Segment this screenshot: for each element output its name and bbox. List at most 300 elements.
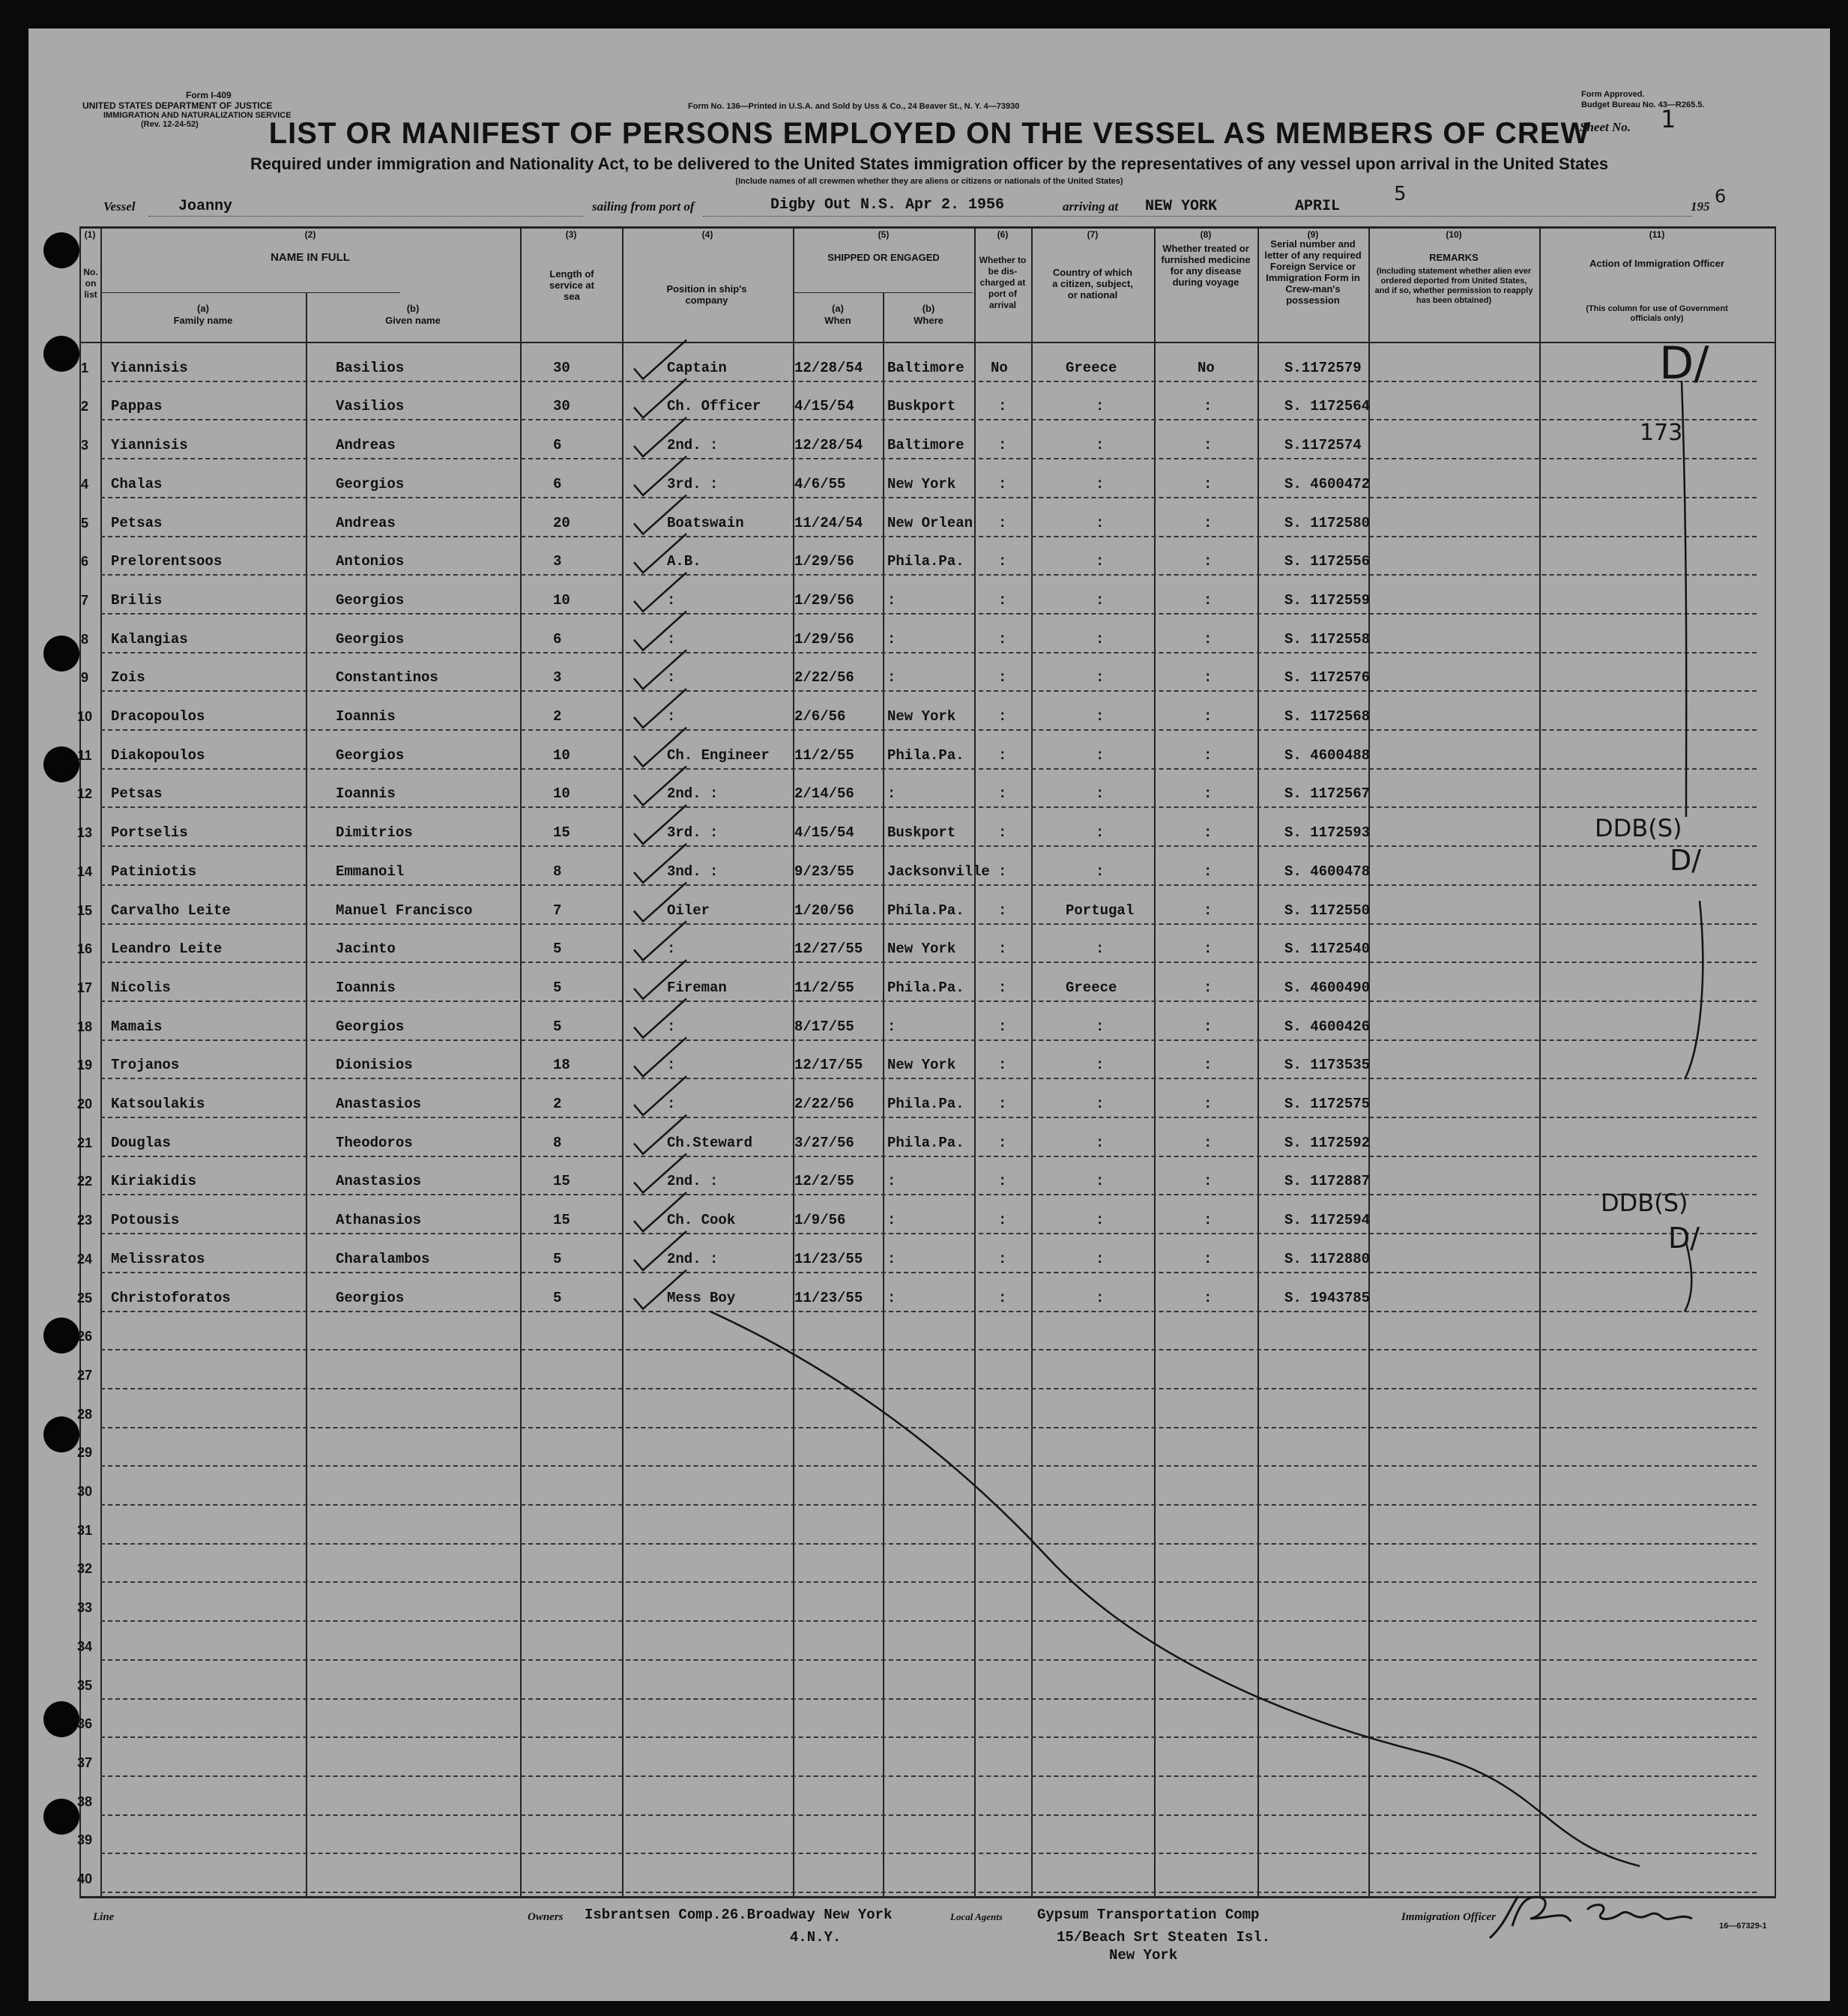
cell-serial: S. 1172592 bbox=[1284, 1135, 1371, 1151]
cell-when: 9/23/55 bbox=[794, 863, 854, 880]
cell-service: 2 bbox=[553, 708, 562, 725]
col-divider bbox=[1031, 226, 1033, 1898]
col-num-1: (1) bbox=[84, 229, 96, 240]
cell-service: 15 bbox=[553, 824, 570, 841]
cell-serial: S. 4600488 bbox=[1284, 747, 1371, 764]
cell-serial: S. 1172559 bbox=[1284, 592, 1371, 609]
col-num-6: (6) bbox=[997, 229, 1009, 240]
row-number: 12 bbox=[76, 786, 93, 801]
row-number: 16 bbox=[76, 941, 93, 956]
cell-country: : bbox=[1096, 1212, 1105, 1228]
col-header-remarks-note: (Including statement whether alien ever ordered deported from United States, and if so, whether permission to reapply has been obtained) bbox=[1374, 267, 1533, 305]
cell-given: Constantinos bbox=[336, 669, 438, 686]
port-value: Digby Out N.S. Apr 2. 1956 bbox=[770, 196, 1005, 214]
cell-discharged: No bbox=[991, 360, 1008, 376]
cell-family: Katsoulakis bbox=[111, 1096, 205, 1112]
cell-where: Phila.Pa. bbox=[887, 980, 964, 996]
cell-country: : bbox=[1096, 1018, 1105, 1035]
cell-country: : bbox=[1096, 941, 1105, 957]
cell-where: Baltimore bbox=[887, 360, 964, 376]
cell-family: Nicolis bbox=[111, 980, 171, 996]
row-number: 1 bbox=[80, 360, 88, 375]
cell-given: Georgios bbox=[336, 631, 405, 648]
row-number: 20 bbox=[76, 1096, 93, 1111]
cell-where: Phila.Pa. bbox=[887, 902, 964, 919]
sheet-value: 1 bbox=[1661, 105, 1676, 133]
action-d2: D/ bbox=[1670, 844, 1702, 877]
cell-treated: : bbox=[1204, 785, 1213, 802]
cell-given: Anastasios bbox=[336, 1096, 422, 1112]
cell-given: Antonios bbox=[336, 553, 405, 570]
cell-discharged: : bbox=[998, 1018, 1007, 1035]
cell-where: Phila.Pa. bbox=[887, 1096, 964, 1112]
arriving-day: 5 bbox=[1394, 183, 1407, 205]
cell-treated: : bbox=[1204, 1212, 1213, 1228]
cell-treated: : bbox=[1204, 902, 1213, 919]
cell-service: 2 bbox=[553, 1096, 562, 1112]
arriving-label: arriving at bbox=[1063, 199, 1119, 214]
action-d3: D/ bbox=[1668, 1222, 1700, 1255]
table-right-border bbox=[1775, 226, 1776, 1898]
cell-family: Mamais bbox=[111, 1018, 163, 1035]
row-dashed-line bbox=[100, 1388, 1757, 1389]
cell-service: 10 bbox=[553, 747, 570, 764]
cell-position: Ch. Officer bbox=[667, 398, 761, 414]
subtitle: Required under immigration and Nationality Act, to be delivered to the United States immigration officer by the representatives of any vessel upon arrival in the United States bbox=[250, 154, 1609, 173]
cell-service: 15 bbox=[553, 1212, 570, 1228]
bracket-line bbox=[1685, 901, 1703, 1079]
voyage-underline bbox=[703, 216, 1692, 217]
row-dashed-line bbox=[100, 1001, 1757, 1002]
cell-service: 10 bbox=[553, 785, 570, 802]
row-dashed-line bbox=[100, 574, 1757, 576]
cell-service: 5 bbox=[553, 941, 562, 957]
cell-treated: : bbox=[1204, 1057, 1213, 1073]
cell-given: Dionisios bbox=[336, 1057, 413, 1073]
cell-service: 5 bbox=[553, 1290, 562, 1306]
cell-position: : bbox=[667, 631, 676, 648]
cell-country: : bbox=[1096, 708, 1105, 725]
cell-when: 11/2/55 bbox=[794, 980, 854, 996]
row-number: 39 bbox=[76, 1832, 93, 1847]
col-num-5: (5) bbox=[878, 229, 890, 240]
check-mark bbox=[634, 689, 686, 728]
row-dashed-line bbox=[100, 652, 1757, 654]
cell-when: 12/17/55 bbox=[794, 1057, 863, 1073]
row-number: 14 bbox=[76, 864, 93, 879]
cell-family: Prelorentsoos bbox=[111, 553, 223, 570]
cell-discharged: : bbox=[998, 1290, 1007, 1306]
cell-service: 6 bbox=[553, 437, 562, 453]
cell-serial: S. 1172564 bbox=[1284, 398, 1371, 414]
cell-serial: S. 1172887 bbox=[1284, 1173, 1371, 1189]
cell-where: Buskport bbox=[887, 824, 956, 841]
cell-family: Patiniotis bbox=[111, 863, 197, 880]
cell-position: Ch. Engineer bbox=[667, 747, 770, 764]
cell-given: Manuel Francisco bbox=[336, 902, 473, 919]
cell-discharged: : bbox=[998, 902, 1007, 919]
cell-country: : bbox=[1096, 1135, 1105, 1151]
cell-treated: : bbox=[1204, 631, 1213, 648]
vessel-underline bbox=[148, 216, 583, 217]
row-dashed-line bbox=[100, 690, 1757, 692]
row-dashed-line bbox=[100, 497, 1757, 498]
row-dashed-line bbox=[100, 1272, 1757, 1273]
cell-serial: S. 1172550 bbox=[1284, 902, 1371, 919]
row-dashed-line bbox=[100, 729, 1757, 731]
action-d1: D/ bbox=[1659, 337, 1709, 390]
cell-serial: S. 1172576 bbox=[1284, 669, 1371, 686]
cell-family: Douglas bbox=[111, 1135, 171, 1151]
cell-when: 2/22/56 bbox=[794, 1096, 854, 1112]
cell-discharged: : bbox=[998, 553, 1007, 570]
cell-serial: S. 1943785 bbox=[1284, 1290, 1371, 1306]
cell-discharged: : bbox=[998, 1135, 1007, 1151]
cell-serial: S. 1172594 bbox=[1284, 1212, 1371, 1228]
cell-country: : bbox=[1096, 631, 1105, 648]
row-number: 38 bbox=[76, 1794, 93, 1809]
cell-discharged: : bbox=[998, 785, 1007, 802]
row-number: 18 bbox=[76, 1019, 93, 1034]
row-number: 25 bbox=[76, 1291, 93, 1306]
cell-where: Buskport bbox=[887, 398, 956, 414]
cell-serial: S. 1172880 bbox=[1284, 1251, 1371, 1267]
row-number: 34 bbox=[76, 1639, 93, 1654]
cell-serial: S. 4600490 bbox=[1284, 980, 1371, 996]
cell-given: Theodoros bbox=[336, 1135, 413, 1151]
cell-where: Baltimore bbox=[887, 437, 964, 453]
check-mark bbox=[634, 1076, 686, 1115]
cell-family: Portselis bbox=[111, 824, 188, 841]
officer-label: Immigration Officer bbox=[1401, 1911, 1496, 1923]
cell-serial: S.1172579 bbox=[1284, 360, 1362, 376]
row-number: 17 bbox=[76, 980, 93, 995]
col-divider bbox=[520, 226, 522, 1898]
page-title: LIST OR MANIFEST OF PERSONS EMPLOYED ON THE VESSEL AS MEMBERS OF CREW bbox=[268, 117, 1590, 150]
cell-where: Phila.Pa. bbox=[887, 553, 964, 570]
col-num-4: (4) bbox=[701, 229, 713, 240]
col-divider bbox=[1539, 226, 1541, 1898]
row-dashed-line bbox=[100, 845, 1757, 847]
row-dashed-line bbox=[100, 1039, 1757, 1041]
col-header-no: No. on list bbox=[83, 267, 98, 300]
cell-given: Ioannis bbox=[336, 980, 396, 996]
col-header-position: Position in ship's company bbox=[666, 283, 747, 306]
cell-where: : bbox=[887, 1251, 896, 1267]
cell-given: Andreas bbox=[336, 515, 396, 531]
cell-position: Ch.Steward bbox=[667, 1135, 753, 1151]
cell-given: Anastasios bbox=[336, 1173, 422, 1189]
cell-position: : bbox=[667, 592, 676, 609]
row-dashed-line bbox=[100, 1465, 1757, 1467]
row-number: 13 bbox=[76, 825, 93, 840]
row-dashed-line bbox=[100, 1156, 1757, 1157]
department: UNITED STATES DEPARTMENT OF JUSTICE bbox=[82, 100, 273, 111]
cell-where: Phila.Pa. bbox=[887, 747, 964, 764]
cell-service: 3 bbox=[553, 553, 562, 570]
col-divider bbox=[622, 226, 623, 1898]
cell-given: Andreas bbox=[336, 437, 396, 453]
include-note: (Include names of all crewmen whether they are aliens or citizens or nationals of the United States) bbox=[735, 177, 1123, 186]
cell-given: Jacinto bbox=[336, 941, 396, 957]
cell-discharged: : bbox=[998, 747, 1007, 764]
row-number: 28 bbox=[76, 1407, 93, 1422]
cell-serial: S. 4600472 bbox=[1284, 476, 1371, 492]
cell-position: 2nd. : bbox=[667, 437, 719, 453]
cell-treated: : bbox=[1204, 669, 1213, 686]
cell-serial: S. 1172556 bbox=[1284, 553, 1371, 570]
cell-serial: S. 1172580 bbox=[1284, 515, 1371, 531]
agents-label: Local Agents bbox=[950, 1911, 1003, 1922]
cell-country: Greece bbox=[1066, 980, 1117, 996]
cell-family: Trojanos bbox=[111, 1057, 180, 1073]
cell-family: Leandro Leite bbox=[111, 941, 223, 957]
cell-country: : bbox=[1096, 437, 1105, 453]
cell-discharged: : bbox=[998, 437, 1007, 453]
row-dashed-line bbox=[100, 1853, 1757, 1854]
cell-position: : bbox=[667, 1018, 676, 1035]
cell-country: : bbox=[1096, 669, 1105, 686]
cell-treated: : bbox=[1204, 476, 1213, 492]
cell-discharged: : bbox=[998, 863, 1007, 880]
col-num-10: (10) bbox=[1446, 229, 1462, 240]
cell-family: Yiannisis bbox=[111, 360, 188, 376]
cell-position: 2nd. : bbox=[667, 785, 719, 802]
cell-where: New York bbox=[887, 476, 956, 492]
row-dashed-line bbox=[100, 884, 1757, 886]
row-dashed-line bbox=[100, 458, 1757, 459]
check-mark bbox=[634, 573, 686, 612]
cell-when: 4/15/54 bbox=[794, 824, 854, 841]
col-header-where-letter: (b) bbox=[922, 303, 935, 314]
row-number: 23 bbox=[76, 1213, 93, 1228]
arriving-month: APRIL bbox=[1295, 198, 1341, 215]
col-header-treated: Whether treated or furnished medicine for any disease during voyage bbox=[1161, 243, 1251, 288]
col-num-9: (9) bbox=[1307, 229, 1319, 240]
cell-service: 15 bbox=[553, 1173, 570, 1189]
cell-given: Georgios bbox=[336, 592, 405, 609]
cell-family: Christoforatos bbox=[111, 1290, 231, 1306]
cell-given: Emmanoil bbox=[336, 863, 405, 880]
revision: (Rev. 12-24-52) bbox=[141, 120, 199, 129]
col-header-when-letter: (a) bbox=[832, 303, 844, 314]
row-number: 6 bbox=[80, 554, 88, 569]
row-dashed-line bbox=[100, 962, 1757, 963]
row-number: 29 bbox=[76, 1445, 93, 1460]
cell-serial: S. 1172568 bbox=[1284, 708, 1371, 725]
cell-given: Dimitrios bbox=[336, 824, 413, 841]
row-number: 19 bbox=[76, 1057, 93, 1072]
vessel-value: Joanny bbox=[178, 198, 233, 215]
cell-when: 4/15/54 bbox=[794, 398, 854, 414]
cell-discharged: : bbox=[998, 669, 1007, 686]
cell-country: : bbox=[1096, 1251, 1105, 1267]
cell-serial: S. 1172575 bbox=[1284, 1096, 1371, 1112]
cell-family: Kalangias bbox=[111, 631, 188, 648]
row-dashed-line bbox=[100, 1775, 1757, 1777]
row-number: 10 bbox=[76, 709, 93, 724]
row-dashed-line bbox=[100, 1504, 1757, 1506]
cell-position: : bbox=[667, 941, 676, 957]
row-dashed-line bbox=[100, 536, 1757, 537]
col-num-7: (7) bbox=[1087, 229, 1099, 240]
cell-treated: : bbox=[1204, 1173, 1213, 1189]
cell-service: 5 bbox=[553, 1018, 562, 1035]
cell-country: : bbox=[1096, 592, 1105, 609]
cell-serial: S. 4600426 bbox=[1284, 1018, 1371, 1035]
col-header-discharged: Whether to be dis-charged at port of arrival bbox=[979, 255, 1027, 310]
row-number: 7 bbox=[80, 593, 88, 608]
owners-label: Owners bbox=[528, 1911, 564, 1923]
row-number: 32 bbox=[76, 1561, 93, 1576]
cell-position: Mess Boy bbox=[667, 1290, 736, 1306]
cell-position: 3rd. : bbox=[667, 476, 719, 492]
vessel-label: Vessel bbox=[103, 199, 136, 214]
check-mark bbox=[634, 999, 686, 1038]
cell-discharged: : bbox=[998, 1096, 1007, 1112]
col-header-given: Given name bbox=[385, 315, 441, 326]
cell-service: 18 bbox=[553, 1057, 570, 1073]
cell-service: 30 bbox=[553, 398, 570, 414]
row-number: 21 bbox=[76, 1135, 93, 1150]
cell-where: Jacksonville bbox=[887, 863, 990, 880]
header-subdivider bbox=[100, 292, 400, 293]
cell-when: 11/23/55 bbox=[794, 1251, 863, 1267]
cell-service: 8 bbox=[553, 1135, 562, 1151]
cell-country: : bbox=[1096, 1290, 1105, 1306]
row-number: 37 bbox=[76, 1755, 93, 1770]
cell-position: Fireman bbox=[667, 980, 727, 996]
cell-service: 30 bbox=[553, 360, 570, 376]
cell-given: Georgios bbox=[336, 476, 405, 492]
cell-where: : bbox=[887, 785, 896, 802]
check-mark bbox=[634, 650, 686, 689]
col-header-shipped: SHIPPED OR ENGAGED bbox=[827, 252, 940, 263]
cell-serial: S. 1172567 bbox=[1284, 785, 1371, 802]
cell-country: : bbox=[1096, 824, 1105, 841]
row-dashed-line bbox=[100, 1620, 1757, 1622]
cell-when: 12/2/55 bbox=[794, 1173, 854, 1189]
cell-when: 2/6/56 bbox=[794, 708, 846, 725]
col-header-when: When bbox=[824, 315, 851, 326]
cell-discharged: : bbox=[998, 824, 1007, 841]
row-dashed-line bbox=[100, 1659, 1757, 1661]
cell-treated: : bbox=[1204, 1018, 1213, 1035]
row-number: 35 bbox=[76, 1678, 93, 1693]
cell-serial: S. 1173535 bbox=[1284, 1057, 1371, 1073]
row-dashed-line bbox=[100, 1233, 1757, 1234]
cell-where: : bbox=[887, 631, 896, 648]
form-number: Form I-409 bbox=[186, 90, 232, 100]
cell-treated: : bbox=[1204, 863, 1213, 880]
year-suffix: 6 bbox=[1715, 186, 1727, 207]
cell-when: 12/28/54 bbox=[794, 437, 863, 453]
row-dashed-line bbox=[100, 1078, 1757, 1079]
cell-service: 20 bbox=[553, 515, 570, 531]
cell-position: 2nd. : bbox=[667, 1173, 719, 1189]
row-dashed-line bbox=[100, 1194, 1757, 1195]
col-header-serial: Serial number and letter of any required Foreign Service or Immigration Form in Crew-man's possession bbox=[1264, 238, 1362, 306]
row-number: 2 bbox=[80, 399, 88, 414]
cell-where: New York bbox=[887, 708, 956, 725]
cell-service: 6 bbox=[553, 631, 562, 648]
cell-serial: S. 1172558 bbox=[1284, 631, 1371, 648]
cell-position: 3rd. : bbox=[667, 824, 719, 841]
row-dashed-line bbox=[100, 923, 1757, 925]
row-dashed-line bbox=[100, 1349, 1757, 1350]
row-number: 27 bbox=[76, 1368, 93, 1383]
cell-position: Oiler bbox=[667, 902, 710, 919]
cell-when: 3/27/56 bbox=[794, 1135, 854, 1151]
punch-hole bbox=[43, 232, 79, 268]
cell-given: Ioannis bbox=[336, 785, 396, 802]
row-number: 22 bbox=[76, 1174, 93, 1189]
row-number: 4 bbox=[80, 477, 88, 492]
cell-where: : bbox=[887, 1290, 896, 1306]
col-header-name: NAME IN FULL bbox=[271, 251, 350, 264]
cell-position: A.B. bbox=[667, 553, 701, 570]
col-divider bbox=[1257, 226, 1259, 1898]
cell-discharged: : bbox=[998, 1212, 1007, 1228]
cell-discharged: : bbox=[998, 941, 1007, 957]
row-number: 26 bbox=[76, 1329, 93, 1344]
line-label: Line bbox=[93, 1911, 115, 1923]
cell-treated: : bbox=[1204, 824, 1213, 841]
cell-when: 8/17/55 bbox=[794, 1018, 854, 1035]
cell-when: 2/22/56 bbox=[794, 669, 854, 686]
col-num-8: (8) bbox=[1200, 229, 1212, 240]
cell-where: : bbox=[887, 1212, 896, 1228]
row-number: 31 bbox=[76, 1523, 93, 1538]
cell-country: : bbox=[1096, 398, 1105, 414]
cell-service: 7 bbox=[553, 902, 562, 919]
cell-discharged: : bbox=[998, 631, 1007, 648]
header-bottom-border bbox=[79, 342, 1776, 343]
form-code: 16—67329-1 bbox=[1719, 1922, 1767, 1931]
cell-when: 1/29/56 bbox=[794, 631, 854, 648]
cell-country: : bbox=[1096, 1096, 1105, 1112]
row-dashed-line bbox=[100, 1427, 1757, 1428]
action-ddb2: DDB(S) bbox=[1601, 1189, 1688, 1217]
agents-value-line2: 15/Beach Srt Steaten Isl. bbox=[1057, 1929, 1271, 1946]
row-number: 36 bbox=[76, 1716, 93, 1731]
cell-position: Boatswain bbox=[667, 515, 744, 531]
cell-discharged: : bbox=[998, 1057, 1007, 1073]
action-173: 173 bbox=[1640, 420, 1683, 446]
cell-treated: : bbox=[1204, 1096, 1213, 1112]
cell-family: Chalas bbox=[111, 476, 163, 492]
cell-discharged: : bbox=[998, 592, 1007, 609]
officer-signature bbox=[1482, 1880, 1722, 1940]
check-mark bbox=[634, 921, 686, 960]
col-header-where: Where bbox=[914, 315, 943, 326]
cell-treated: : bbox=[1204, 515, 1213, 531]
cell-treated: : bbox=[1204, 980, 1213, 996]
cell-treated: : bbox=[1204, 437, 1213, 453]
cell-treated: No bbox=[1198, 360, 1215, 376]
bracket-line bbox=[1682, 381, 1686, 817]
row-number: 3 bbox=[80, 438, 88, 453]
row-number: 40 bbox=[76, 1871, 93, 1886]
row-number: 8 bbox=[80, 632, 88, 647]
cell-treated: : bbox=[1204, 1290, 1213, 1306]
cell-where: : bbox=[887, 1173, 896, 1189]
cell-given: Vasilios bbox=[336, 398, 405, 414]
owners-value: Isbrantsen Comp.26.Broadway New York bbox=[585, 1907, 893, 1923]
cell-country: : bbox=[1096, 785, 1105, 802]
row-number: 15 bbox=[76, 903, 93, 918]
cell-when: 11/2/55 bbox=[794, 747, 854, 764]
